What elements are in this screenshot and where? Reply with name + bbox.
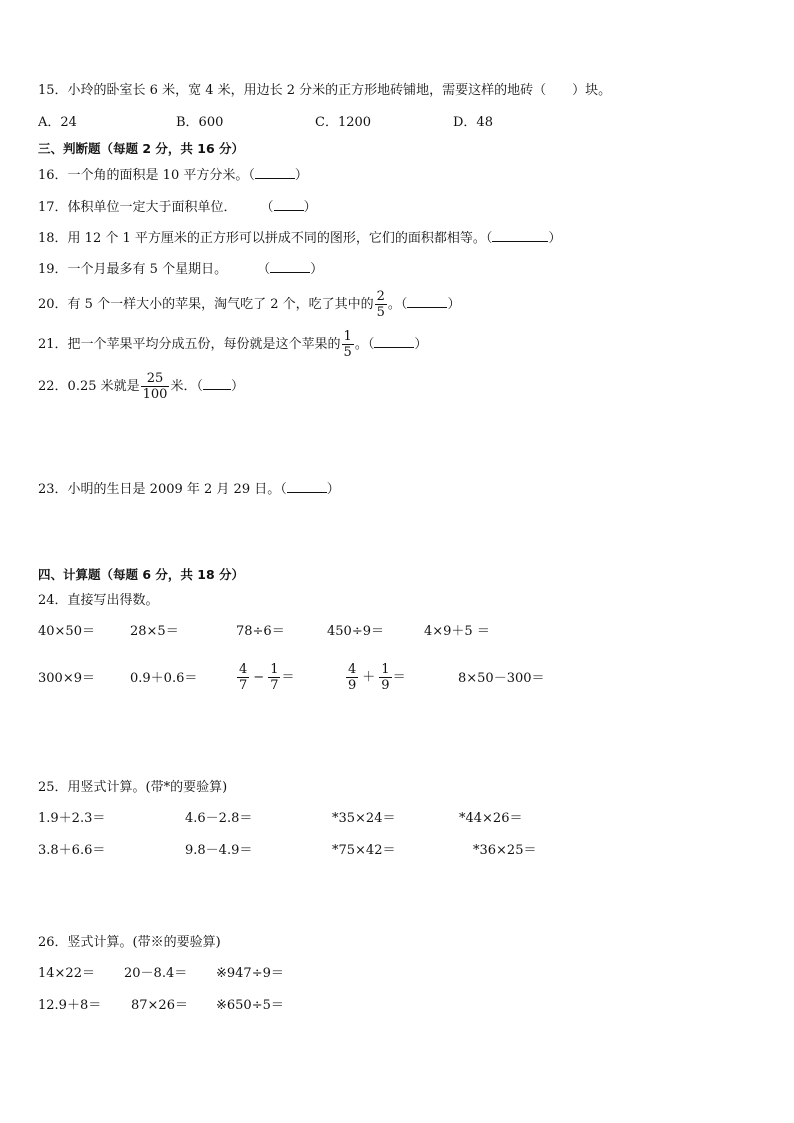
answer-blank[interactable] — [374, 335, 414, 348]
question-20: 20．有 5 个一样大小的苹果，淘气吃了 2 个，吃了其中的 $\frac{2}{5}$ 。（ ） — [38, 289, 461, 320]
q25-item: *35×24＝ — [332, 811, 396, 826]
q26-item: 20－8.4＝ — [124, 966, 188, 981]
question-16-text: 16．一个角的面积是 10 平方分米。 — [38, 168, 249, 183]
q25-item: 3.8＋6.6＝ — [38, 843, 106, 858]
q24-item: 0.9＋0.6＝ — [130, 671, 198, 686]
answer-blank[interactable] — [492, 229, 548, 242]
q24-fraction-expression: $\frac{4}{9}$ ＋ $\frac{1}{9}$ ＝ — [348, 662, 406, 693]
answer-blank[interactable] — [270, 260, 310, 273]
answer-blank[interactable] — [287, 480, 327, 493]
q24-item: 40×50＝ — [38, 624, 95, 639]
question-25-title: 25．用竖式计算。(带*的要验算) — [38, 780, 228, 795]
question-18: 18．用 12 个 1 平方厘米的正方形可以拼成不同的图形，它们的面积都相等。（ ） — [38, 231, 562, 246]
answer-blank[interactable] — [255, 166, 295, 179]
answer-blank[interactable] — [274, 198, 304, 211]
section-4-title: 四、计算题（每题 6 分，共 18 分） — [38, 567, 245, 582]
answer-blank[interactable] — [407, 295, 447, 308]
question-22: 22．0.25 米就是 $\frac{25}{100}$ 米．（ ） — [38, 371, 244, 402]
q26-item: ※650÷5＝ — [216, 998, 284, 1013]
q26-item: 12.9＋8＝ — [38, 998, 102, 1013]
fraction: $\frac{25}{100}$ — [142, 371, 168, 402]
q25-item: 9.8－4.9＝ — [185, 843, 253, 858]
q25-item: 4.6－2.8＝ — [185, 811, 253, 826]
q24-item: 78÷6＝ — [236, 624, 285, 639]
question-17: 17．体积单位一定大于面积单位． （ ） — [38, 200, 317, 215]
fraction: $\frac{2}{5}$ — [376, 289, 385, 320]
q26-item: 14×22＝ — [38, 966, 95, 981]
q24-item: 8×50－300＝ — [458, 671, 545, 686]
question-18-text: 18．用 12 个 1 平方厘米的正方形可以拼成不同的图形，它们的面积都相等。 — [38, 231, 486, 246]
fraction: $\frac{1}{5}$ — [343, 329, 352, 360]
q24-fraction-expression: $\frac{4}{7}$ − $\frac{1}{7}$ ＝ — [239, 662, 295, 693]
section-3-title: 三、判断题（每题 2 分，共 16 分） — [38, 141, 245, 156]
q25-item: 1.9＋2.3＝ — [38, 811, 106, 826]
q24-item: 450÷9＝ — [327, 624, 384, 639]
question-17-text: 17．体积单位一定大于面积单位． — [38, 200, 237, 215]
q24-item: 28×5＝ — [130, 624, 179, 639]
q24-item: 300×9＝ — [38, 671, 95, 686]
question-19: 19．一个月最多有 5 个星期日。 （ ） — [38, 262, 324, 277]
answer-blank[interactable] — [203, 377, 231, 390]
q25-item: *75×42＝ — [332, 843, 396, 858]
q15-option-c: C．1200 — [315, 115, 372, 130]
q25-item: *44×26＝ — [459, 811, 523, 826]
q15-option-d: D．48 — [453, 115, 493, 130]
question-21: 21．把一个苹果平均分成五份，每份就是这个苹果的 $\frac{1}{5}$ 。（ ） — [38, 329, 428, 360]
q15-option-a: A．24 — [38, 115, 77, 130]
q24-item: 4×9＋5 ＝ — [424, 624, 490, 639]
q25-item: *36×25＝ — [473, 843, 537, 858]
q26-item: 87×26＝ — [131, 998, 188, 1013]
question-23: 23．小明的生日是 2009 年 2 月 29 日。（ ） — [38, 482, 340, 497]
q26-item: ※947÷9＝ — [216, 966, 284, 981]
q15-option-b: B．600 — [176, 115, 224, 130]
question-16: 16．一个角的面积是 10 平方分米。（ ） — [38, 168, 308, 183]
question-24-title: 24．直接写出得数。 — [38, 593, 159, 608]
question-23-text: 23．小明的生日是 2009 年 2 月 29 日。 — [38, 482, 281, 497]
question-19-text: 19．一个月最多有 5 个星期日。 — [38, 262, 228, 277]
question-15-text: 15．小玲的卧室长 6 米，宽 4 米，用边长 2 分米的正方形地砖铺地，需要这样的地砖（ ）块。 — [38, 83, 612, 98]
question-26-title: 26．竖式计算。(带※的要验算) — [38, 935, 221, 950]
